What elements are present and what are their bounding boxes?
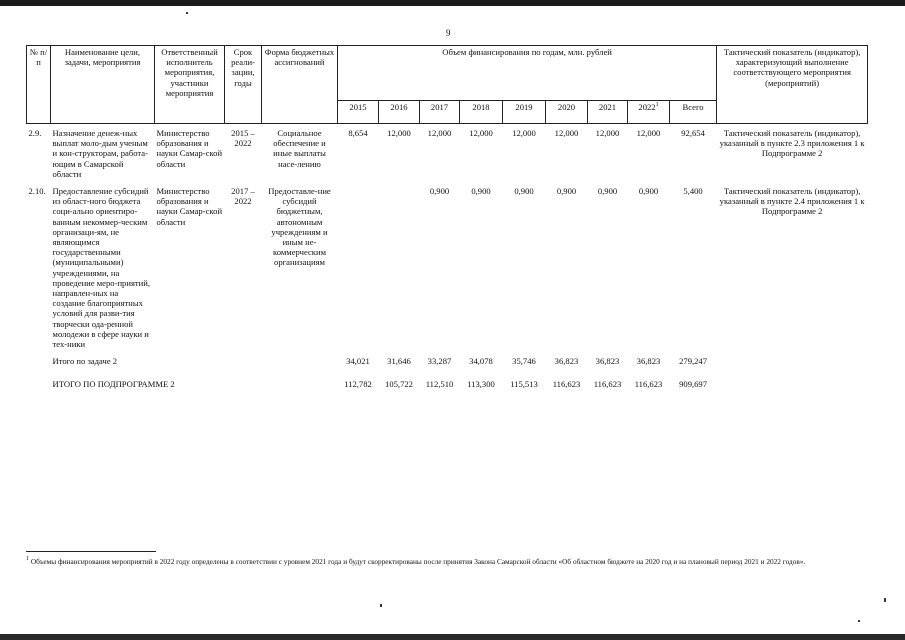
header-indicator: Тактический показатель (индикатор), характеризующий выполнение соответствующего мероприятия (мероприятий) [717, 46, 868, 124]
total-row [27, 367, 868, 390]
row-indicator: Тактический показатель (индикатор), указанный в пункте 2.3 приложения 1 к Подпрограмме 2 [719, 128, 865, 159]
table-row [27, 124, 868, 181]
footnote-ref: 1 [655, 102, 659, 108]
total-label: ИТОГО ПО ПОДПРОГРАММЕ 2 [52, 379, 175, 390]
total-value: 116,623 [634, 379, 663, 390]
row-form: Предоставле-ние субсидий бюджетным, автономным учреждениям и иным не-коммерческим организациям [268, 186, 331, 268]
footnote [26, 557, 871, 566]
row-value: 12,000 [387, 128, 411, 138]
header-name: Наименование цели, задачи, мероприятия [51, 46, 155, 124]
total-value: 112,510 [425, 379, 454, 390]
row-executor: Министерство образования и науки Самар-ской области [156, 128, 223, 169]
scan-speck [186, 12, 188, 14]
row-value: 12,000 [512, 128, 536, 138]
row-value: 12,000 [427, 128, 452, 138]
total-header: Всего [670, 101, 717, 124]
total-row [27, 350, 868, 367]
year-header: 2018 [460, 101, 503, 124]
total-value: 34,021 [346, 356, 370, 367]
row-term: 2017 – 2022 [231, 186, 255, 207]
total-value: 116,623 [593, 379, 622, 390]
footnote-separator [26, 551, 156, 552]
row-name: Предоставление субсидий из област-ного бюджета соци-ально ориентиро-ванным некоммер-ческим организаци-ям, не являющимся государственными (муниципальными) учреждениями, на проведение меро-приятий, направлен-ных на создание благоприятных условий для разви-тия творчески ода-ренной молодежи в сфере науки и тех-ники [52, 186, 151, 350]
total-value: 36,823 [636, 356, 661, 367]
total-value: 105,722 [385, 379, 413, 390]
row-value [338, 180, 379, 350]
year-2022-label: 2022 [638, 102, 656, 112]
row-value: 0,900 [556, 186, 577, 197]
header-funding: Объем финансирования по годам, млн. рублей [338, 46, 717, 101]
row-value: 12,000 [636, 128, 661, 138]
row-value [379, 180, 420, 350]
total-value: 36,823 [595, 356, 620, 367]
row-num: 2.10. [28, 186, 46, 197]
row-executor: Министерство образования и науки Самар-ской области [156, 186, 223, 227]
total-value: 34,078 [469, 356, 493, 367]
scan-speck [884, 598, 886, 602]
header-num: № п/п [27, 46, 51, 124]
total-value: 31,646 [387, 356, 411, 367]
total-label: Итого по задаче 2 [52, 356, 118, 367]
scan-bottom-border [0, 634, 905, 640]
row-value: 0,900 [638, 186, 659, 197]
page-number: 9 [446, 28, 451, 38]
year-header: 2020 [546, 101, 588, 124]
row-value: 8,654 [348, 128, 368, 138]
row-total: 5,400 [683, 186, 703, 197]
total-value: 35,746 [512, 356, 536, 367]
scan-speck [380, 604, 382, 607]
row-term: 2015 – 2022 [231, 128, 255, 149]
row-num: 2.9. [28, 128, 42, 138]
total-value: 36,823 [554, 356, 579, 367]
year-header: 2021 [588, 101, 628, 124]
row-value: 12,000 [469, 128, 493, 138]
scan-top-border [0, 0, 905, 6]
row-name: Назначение денеж-ных выплат моло-дым ученым и кон-структорам, работа-ющим в Самарской области [52, 128, 148, 179]
year-header: 2015 [338, 101, 379, 124]
total-value: 115,513 [510, 379, 538, 390]
header-form: Форма бюджетных ассигнований [262, 46, 338, 124]
footnote-mark: 1 [26, 556, 29, 562]
year-header [628, 101, 670, 124]
year-header: 2016 [379, 101, 420, 124]
row-value: 0,900 [514, 186, 534, 197]
total-value: 112,782 [344, 379, 372, 390]
row-value: 0,900 [429, 186, 450, 197]
financing-table [26, 45, 868, 391]
row-indicator: Тактический показатель (индикатор), указанный в пункте 2.4 приложения 1 к Подпрограмме 2 [719, 186, 865, 217]
row-total: 92,654 [681, 128, 705, 138]
scan-speck [858, 620, 860, 622]
row-value: 12,000 [595, 128, 620, 138]
total-value: 33,287 [427, 356, 452, 367]
header-term: Срок реали-зации, годы [225, 46, 262, 124]
table-row [27, 180, 868, 350]
total-sum: 909,697 [679, 379, 708, 390]
header-executor: Ответственный исполнитель мероприятия, участники мероприятия [155, 46, 225, 124]
row-value: 0,900 [471, 186, 491, 197]
year-header: 2017 [420, 101, 460, 124]
total-value: 116,623 [552, 379, 581, 390]
row-value: 0,900 [597, 186, 618, 197]
total-value: 113,300 [467, 379, 495, 390]
year-header: 2019 [503, 101, 546, 124]
table-header-row [27, 46, 868, 101]
row-form: Социальное обеспечение и иные выплаты насе-лению [273, 128, 326, 169]
row-value: 12,000 [554, 128, 579, 138]
footnote-text: Объемы финансирования мероприятий в 2022 году определены в соответствии с уровнем 2021 года и будут скорректированы после принятия Закона Самарской области «Об областном бюджете на 2020 год и на плановый период 2021 и 2022 годов». [30, 557, 806, 566]
total-sum: 279,247 [679, 356, 708, 367]
